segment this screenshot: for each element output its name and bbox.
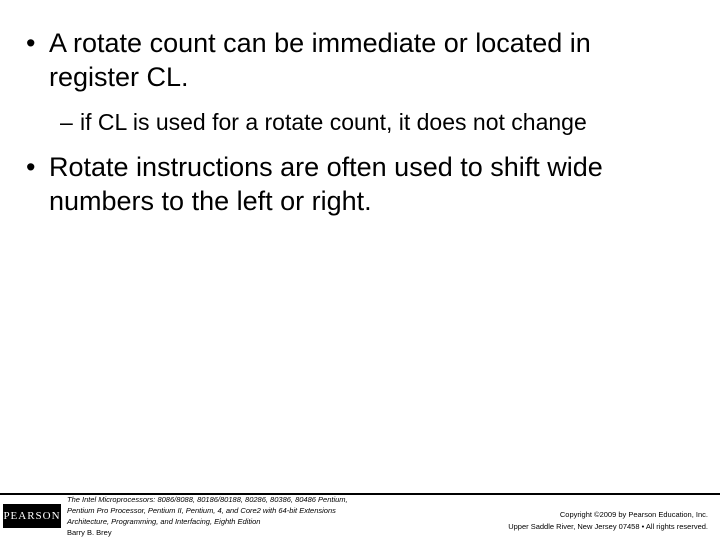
publisher-logo: PEARSON — [3, 504, 61, 528]
sub-bullet-text: if CL is used for a rotate count, it does not change — [80, 109, 587, 135]
copyright-notice — [428, 509, 708, 533]
copyright-line: Upper Saddle River, New Jersey 07458 • All rights reserved. — [508, 522, 708, 531]
book-title-line: Pentium Pro Processor, Pentium II, Pentium, 4, and Core2 with 64-bit Extensions — [67, 506, 336, 515]
bullet-marker: • — [26, 28, 36, 58]
book-title-line: The Intel Microprocessors: 8086/8088, 80186/80188, 80286, 80386, 80486 Pentium, — [67, 495, 348, 504]
book-title-line: Architecture, Programming, and Interfacing, Eighth Edition — [67, 517, 261, 526]
author-name: Barry B. Brey — [67, 528, 112, 537]
bullet-text: Rotate instructions are often used to shift wide numbers to the left or right. — [49, 152, 603, 216]
book-citation — [67, 494, 397, 538]
copyright-line: Copyright ©2009 by Pearson Education, Inc. — [559, 510, 708, 519]
sub-bullet-marker: – — [60, 109, 73, 135]
bullet-text: A rotate count can be immediate or located in register CL. — [49, 28, 591, 92]
bullet-marker: • — [26, 152, 36, 182]
